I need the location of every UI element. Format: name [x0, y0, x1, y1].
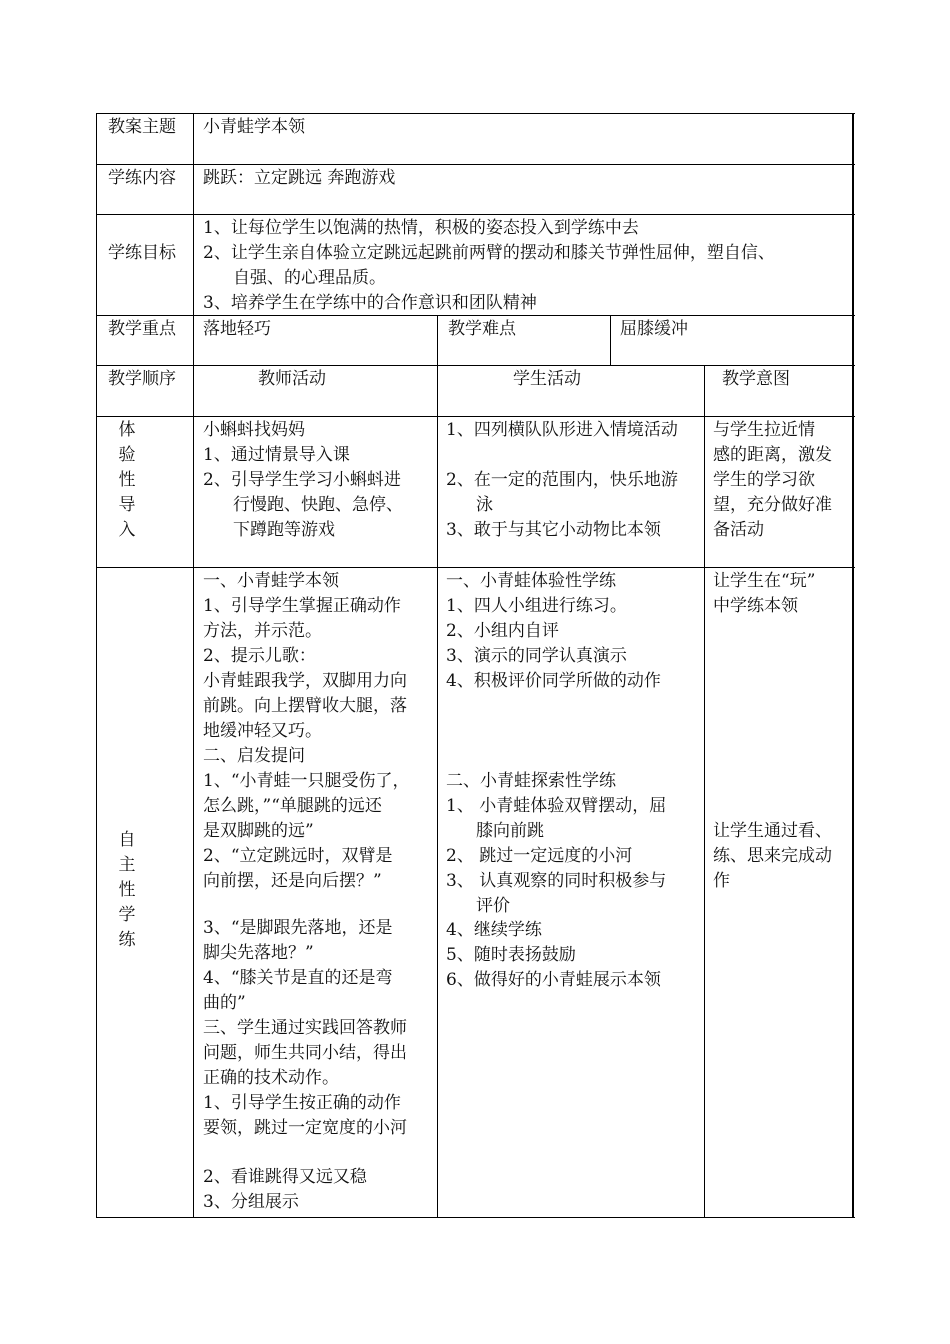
intent-line: 学生的学习欲 — [713, 470, 815, 490]
section-name-char: 体 — [118, 420, 136, 440]
student-activity-line: 1、 小青蛙体验双臂摆动，屈 — [446, 796, 667, 816]
student-activity-line: 2、在一定的范围内，快乐地游 — [446, 470, 678, 490]
intent-line: 作 — [713, 871, 730, 891]
theme-label: 教案主题 — [108, 117, 176, 137]
goal-item: 1、让每位学生以饱满的热情，积极的姿态投入到学练中去 — [203, 218, 639, 238]
student-activity-line: 2、小组内自评 — [446, 621, 559, 641]
grid-line — [96, 214, 855, 215]
grid-line — [96, 567, 855, 568]
section-name-char: 主 — [118, 855, 136, 875]
teacher-activity-line: 怎么跳，”“单腿跳的远还 — [203, 796, 382, 816]
difficulty-value: 屈膝缓冲 — [620, 319, 688, 339]
teacher-activity-line: 1、引导学生掌握正确动作 — [203, 596, 401, 616]
section-name-experience-intro — [117, 418, 137, 543]
student-activity-line: 膝向前跳 — [476, 821, 544, 841]
goal-item: 3、培养学生在学练中的合作意识和团队精神 — [203, 293, 537, 313]
grid-line — [96, 365, 855, 366]
grid-line — [96, 113, 97, 1218]
student-activity-line: 1、四人小组进行练习。 — [446, 596, 627, 616]
student-activity-line: 1、四列横队队形进入情境活动 — [446, 420, 678, 440]
grid-line — [437, 315, 438, 366]
teacher-activity-line: 前跳。向上摆臂收大腿，落 — [203, 696, 407, 716]
teacher-activity-line: 行慢跑、快跑、急停、 — [233, 495, 403, 515]
intent-line: 备活动 — [713, 520, 764, 540]
grid-line — [96, 416, 855, 417]
teacher-activity-line: 2、提示儿歌： — [203, 646, 316, 666]
section-name-self-practice — [117, 828, 137, 953]
teacher-activity-line: 二、启发提问 — [203, 746, 305, 766]
intent-line: 让学生通过看、 — [713, 821, 832, 841]
teacher-activity-line: 一、小青蛙学本领 — [203, 571, 339, 591]
section-name-char: 性 — [118, 880, 136, 900]
student-activity-line: 3、演示的同学认真演示 — [446, 646, 627, 666]
teacher-activity-line: 下蹲跑等游戏 — [233, 520, 335, 540]
teacher-activity-line: 方法，并示范。 — [203, 621, 322, 641]
intent-line: 中学练本领 — [713, 596, 798, 616]
student-activity-line: 一、小青蛙体验性学练 — [446, 571, 616, 591]
section-name-char: 导 — [118, 495, 136, 515]
teacher-activity-line: 三、学生通过实践回答教师 — [203, 1018, 407, 1038]
teacher-activity-line: 2、引导学生学习小蝌蚪进 — [203, 470, 401, 490]
content-label: 学练内容 — [108, 168, 176, 188]
teacher-activity-line: 正确的技术动作。 — [203, 1068, 339, 1088]
teacher-activity-line: 问题，师生共同小结，得出 — [203, 1043, 407, 1063]
student-activity-line: 4、继续学练 — [446, 920, 542, 940]
teacher-activity-line: 2、“立定跳远时，双臂是 — [203, 846, 393, 866]
student-activity-line: 6、做得好的小青蛙展示本领 — [446, 970, 661, 990]
section-name-char: 入 — [118, 520, 136, 540]
teacher-activity-line: 要领，跳过一定宽度的小河 — [203, 1118, 407, 1138]
grid-line — [96, 164, 855, 165]
student-activity-line: 二、小青蛙探索性学练 — [446, 771, 616, 791]
student-activity-line: 4、积极评价同学所做的动作 — [446, 671, 661, 691]
teacher-activity-line: 是双脚跳的远” — [203, 821, 314, 841]
teacher-activity-line: 3、“是脚跟先落地，还是 — [203, 918, 393, 938]
teacher-activity-line: 2、看谁跳得又远又稳 — [203, 1167, 367, 1187]
intent-line: 感的距离，激发 — [713, 445, 832, 465]
student-activity-line: 泳 — [476, 495, 493, 515]
section-name-char: 验 — [118, 445, 136, 465]
goal-item: 2、让学生亲自体验立定跳远起跳前两臂的摆动和膝关节弹性屈伸，塑自信、 — [203, 243, 775, 263]
column-header-student: 学生活动 — [513, 369, 581, 389]
student-activity-line: 5、随时表扬鼓励 — [446, 945, 576, 965]
intent-line: 让学生在“玩” — [713, 571, 816, 591]
grid-line — [704, 365, 705, 1218]
student-activity-line: 评价 — [476, 896, 510, 916]
grid-line — [96, 113, 855, 114]
intent-line: 练、思来完成动 — [713, 846, 832, 866]
teacher-activity-line: 1、“小青蛙一只腿受伤了， — [203, 771, 410, 791]
grid-line — [437, 365, 438, 1218]
goals-label: 学练目标 — [108, 243, 176, 263]
content-value: 跳跃：立定跳远 奔跑游戏 — [203, 168, 396, 188]
teacher-activity-line: 地缓冲轻又巧。 — [203, 721, 322, 741]
section-name-char: 练 — [118, 930, 136, 950]
teacher-activity-line: 曲的” — [203, 993, 246, 1013]
teacher-activity-line: 小蝌蚪找妈妈 — [203, 420, 305, 440]
column-header-teacher: 教师活动 — [258, 369, 326, 389]
student-activity-line: 2、 跳过一定远度的小河 — [446, 846, 633, 866]
theme-value: 小青蛙学本领 — [203, 117, 305, 137]
teacher-activity-line: 4、“膝关节是直的还是弯 — [203, 968, 393, 988]
student-activity-line: 3、敢于与其它小动物比本领 — [446, 520, 661, 540]
teacher-activity-line: 1、通过情景导入课 — [203, 445, 350, 465]
key-point-label: 教学重点 — [108, 319, 176, 339]
column-header-order: 教学顺序 — [108, 369, 176, 389]
grid-line — [96, 1217, 855, 1218]
intent-line: 与学生拉近情 — [713, 420, 815, 440]
grid-line — [852, 113, 854, 1218]
teacher-activity-line: 1、引导学生按正确的动作 — [203, 1093, 401, 1113]
grid-line — [610, 315, 611, 366]
student-activity-line: 3、 认真观察的同时积极参与 — [446, 871, 667, 891]
key-point-value: 落地轻巧 — [203, 319, 271, 339]
difficulty-label: 教学难点 — [448, 319, 516, 339]
teacher-activity-line: 3、分组展示 — [203, 1192, 299, 1212]
teacher-activity-line: 脚尖先落地？” — [203, 943, 314, 963]
grid-line — [193, 113, 194, 1218]
teacher-activity-line: 向前摆，还是向后摆？” — [203, 871, 382, 891]
section-name-char: 学 — [118, 905, 136, 925]
section-name-char: 自 — [118, 830, 136, 850]
section-name-char: 性 — [118, 470, 136, 490]
goal-item: 自强、的心理品质。 — [233, 268, 386, 288]
column-header-intent: 教学意图 — [722, 369, 790, 389]
teacher-activity-line: 小青蛙跟我学，双脚用力向 — [203, 671, 407, 691]
intent-line: 望，充分做好准 — [713, 495, 832, 515]
